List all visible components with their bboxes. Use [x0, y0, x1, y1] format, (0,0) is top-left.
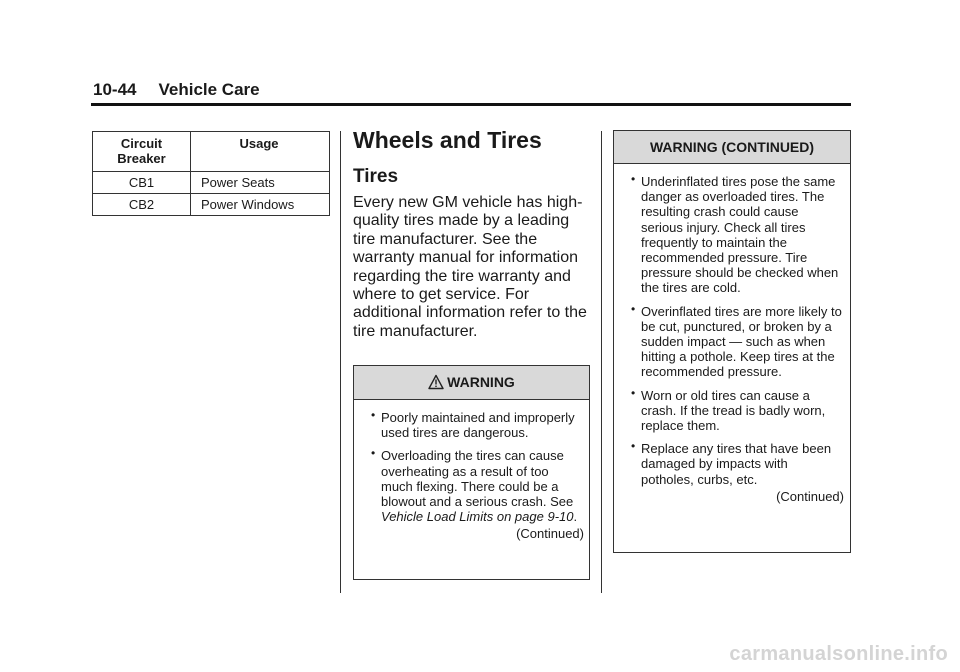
circuit-breaker-table [92, 131, 330, 216]
usage-cell: Power Windows [191, 194, 330, 216]
warning-triangle-icon [428, 369, 444, 402]
section-heading: Wheels and Tires [353, 127, 542, 153]
column-divider [340, 131, 341, 593]
table-row [93, 194, 330, 216]
breaker-cell: CB1 [93, 172, 191, 194]
column-divider [601, 131, 602, 593]
warning-header: WARNING (CONTINUED) [614, 131, 850, 164]
column-header-usage: Usage [191, 132, 330, 172]
list-item: • Replace any tires that have been damaged by impacts with potholes, curbs, etc. [631, 439, 832, 487]
list-item: • Overinflated tires are more likely to be cut, punctured, or broken by a sudden impact — such as when hitting a pothole. Keep tires at the recommended pressure. [631, 301, 842, 380]
list-item: • Poorly maintained and improperly used tires are dangerous. [371, 408, 575, 441]
warning-list [354, 400, 589, 524]
warning-box-continued [613, 130, 851, 553]
continued-label: (Continued) [776, 488, 844, 504]
list-item: • Underinflated tires pose the same danger as overloaded tires. The resulting crash could cause serious injury. Check all tires frequently to maintain the recommended pressure. Tire pressure should be checked when the tires are cold. [631, 172, 839, 296]
warning-box [353, 365, 590, 580]
warning-header [354, 366, 589, 400]
section-title: Vehicle Care [158, 80, 260, 99]
warning-list [614, 164, 850, 487]
list-item: • Worn or old tires can cause a crash. If the tread is badly worn, replace them. [631, 385, 826, 434]
subsection-heading: Tires [353, 166, 399, 187]
warning-heading: WARNING [447, 374, 515, 390]
breaker-cell: CB2 [93, 194, 191, 216]
table-row [93, 172, 330, 194]
usage-cell: Power Seats [191, 172, 330, 194]
intro-paragraph: Every new GM vehicle has high-quality tires made by a leading tire manufacturer. See the warranty manual for information regarding the tire warranty and where to get service. For additional information refer to the tire manufacturer. [353, 194, 587, 340]
table-header-row [93, 132, 330, 172]
watermark: carmanualsonline.info [729, 643, 948, 665]
cross-reference: Vehicle Load Limits on page 9-10 [381, 509, 574, 525]
continued-label: (Continued) [516, 526, 584, 542]
list-item: • Overloading the tires can cause overheating as a result of too much flexing. There could be a blowout and a serious crash. See Vehicle Load Limits on page 9-10. [371, 446, 578, 525]
page-number: 10-44 [93, 80, 137, 99]
column-header-circuit-breaker: Circuit Breaker [93, 132, 191, 172]
page-header [93, 80, 260, 100]
header-rule [91, 103, 851, 106]
